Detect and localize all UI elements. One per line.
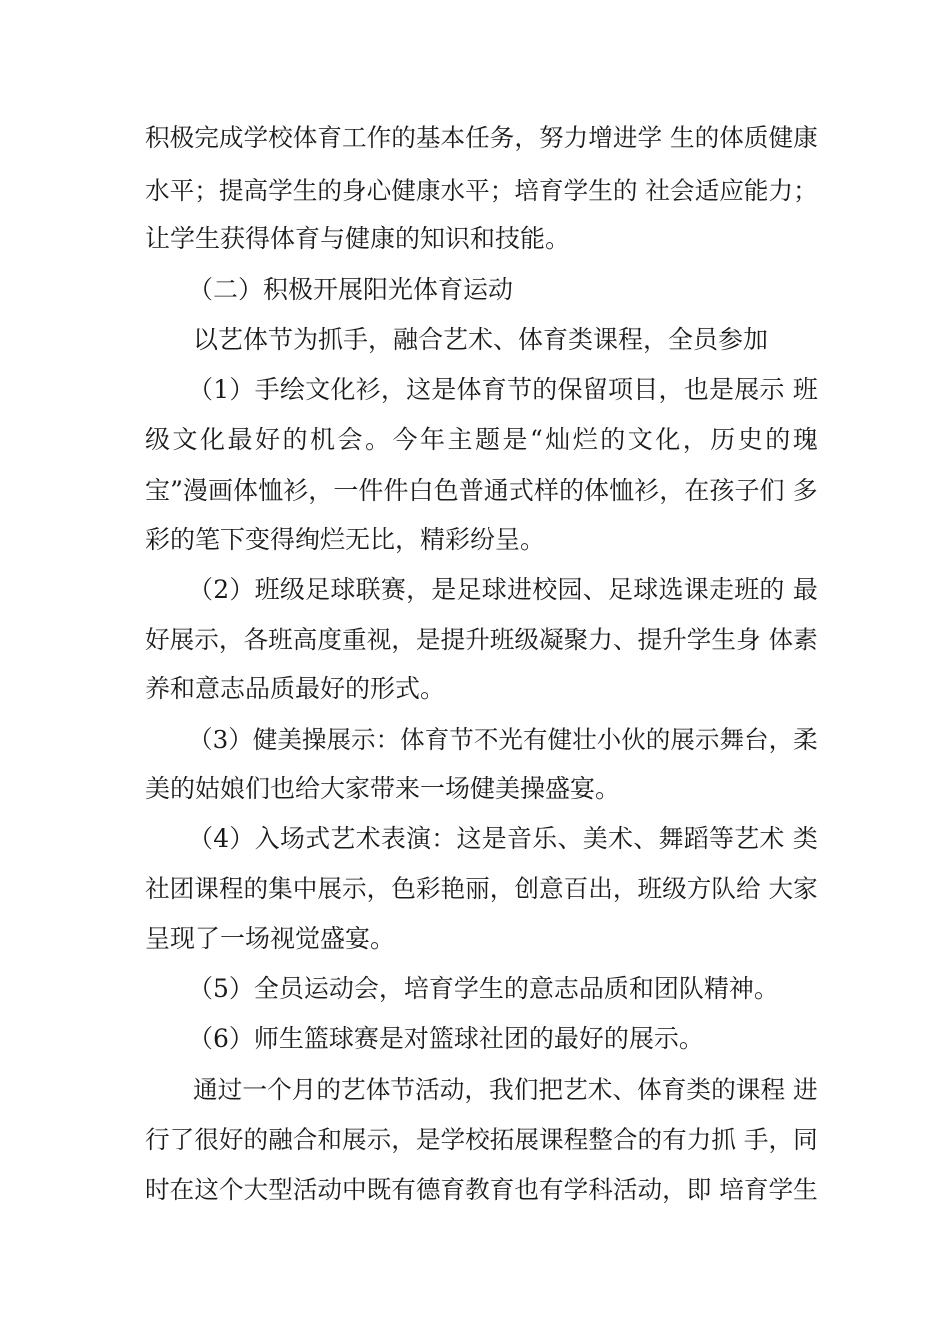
text-line: 社团课程的集中展示，色彩艳丽，创意百出，班级方队给 大家 (145, 874, 818, 903)
text-line: 好展示，各班高度重视，是提升班级凝聚力、提升学生身 体素 (145, 625, 818, 654)
text-line: 呈现了一场视觉盛宴。 (145, 924, 396, 953)
text-line: 行了很好的融合和展示，是学校拓展课程整合的有力抓 手，同 (145, 1125, 818, 1154)
text-line: 彩的笔下变得绚烂无比，精彩纷呈。 (145, 525, 546, 554)
section-heading: （二）积极开展阳光体育运动 (188, 275, 514, 304)
text-line: 以艺体节为抓手，融合艺术、体育类课程，全员参加 (193, 325, 769, 354)
text-line: （6）师生篮球赛是对篮球社团的最好的展示。 (188, 1024, 704, 1053)
text-line: 美的姑娘们也给大家带来一场健美操盛宴。 (145, 774, 621, 803)
text-line: 养和意志品质最好的形式。 (145, 674, 446, 703)
text-line: 时在这个大型活动中既有德育教育也有学科活动，即 培育学生 (145, 1175, 818, 1204)
text-line: （1）手绘文化衫，这是体育节的保留项目，也是展示 班 (188, 375, 819, 404)
text-line: （4）入场式艺术表演：这是音乐、美术、舞蹈等艺术 类 (188, 824, 819, 853)
text-line: 让学生获得体育与健康的知识和技能。 (145, 224, 571, 253)
text-line: 积极完成学校体育工作的基本任务，努力增进学 生的体质健康 (145, 123, 818, 152)
text-line: 通过一个月的艺体节活动，我们把艺术、体育类的课程 进 (193, 1075, 818, 1104)
text-line: （2）班级足球联赛，是足球进校园、足球选课走班的 最 (188, 575, 819, 604)
text-line: 级文化最好的机会。今年主题是“灿烂的文化，历史的瑰 (145, 425, 821, 454)
text-line: （3）健美操展示：体育节不光有健壮小伙的展示舞台，柔 (188, 725, 818, 754)
text-line: （5）全员运动会，培育学生的意志品质和团队精神。 (188, 974, 779, 1003)
text-line: 宝”漫画体恤衫，一件件白色普通式样的体恤衫，在孩子们 多 (145, 476, 818, 505)
text-line: 水平；提高学生的身心健康水平；培育学生的 社会适应能力； (145, 176, 818, 205)
